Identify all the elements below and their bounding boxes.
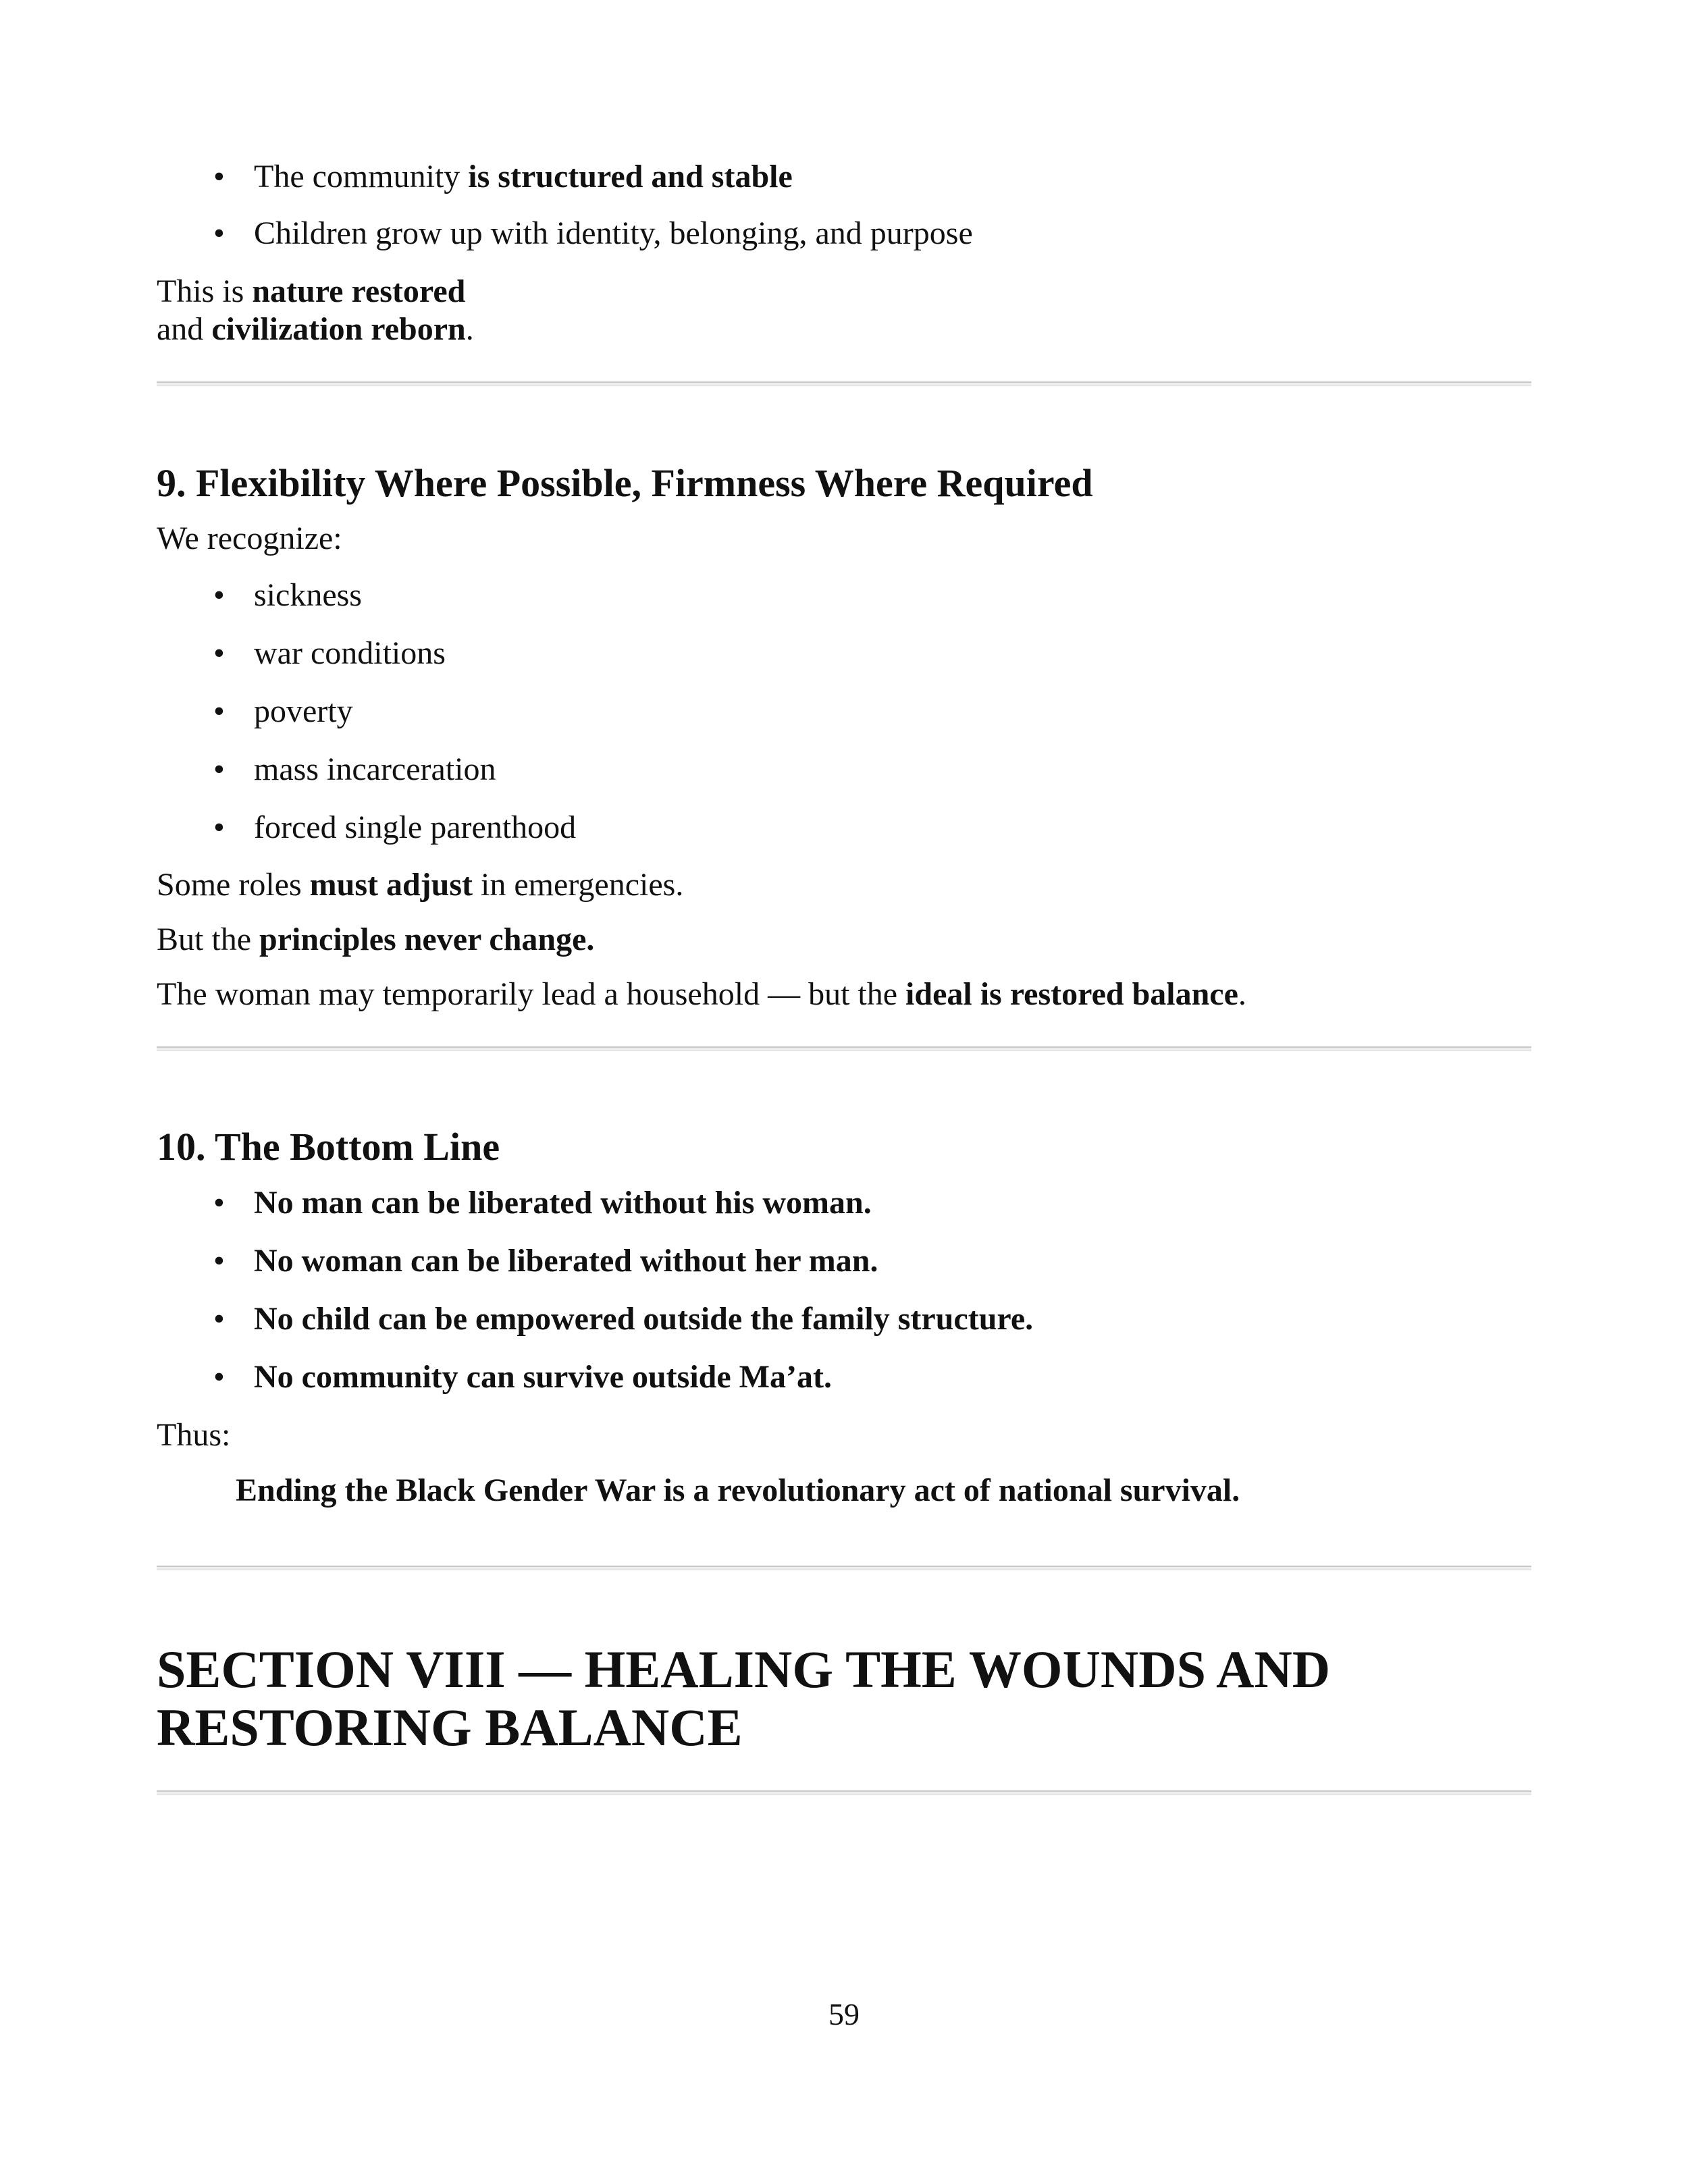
- bullet-marker: •: [213, 1301, 225, 1337]
- section-9-paragraph-3: [157, 976, 1246, 1013]
- list-item-text: Children grow up with identity, belonging, and purpose: [254, 215, 973, 251]
- section-9-heading: 9. Flexibility Where Possible, Firmness Where Required: [157, 461, 1093, 505]
- horizontal-divider: [157, 1566, 1531, 1570]
- list-item-text: The community: [254, 159, 469, 194]
- closing-statement: Ending the Black Gender War is a revolutionary act of national survival.: [236, 1472, 1240, 1508]
- section-10-heading: 10. The Bottom Line: [157, 1125, 500, 1169]
- section-9-paragraph-1: [157, 866, 683, 904]
- thus-label: Thus:: [157, 1417, 231, 1453]
- paragraph-text: But the: [157, 922, 259, 957]
- list-item: No child can be empowered outside the family structure.: [254, 1301, 1034, 1337]
- list-item: war conditions: [254, 635, 446, 671]
- section-viii-heading-line-2: RESTORING BALANCE: [157, 1698, 743, 1757]
- section-viii-heading-line-1: SECTION VIII — HEALING THE WOUNDS AND: [157, 1640, 1331, 1699]
- bullet-marker: •: [213, 215, 225, 251]
- conclusion-text: and: [157, 311, 212, 347]
- bullet-marker: •: [213, 751, 225, 787]
- paragraph-text: The woman may temporarily lead a household — but the: [157, 976, 906, 1012]
- paragraph-punctuation: .: [1238, 976, 1246, 1012]
- conclusion-text: This is: [157, 273, 253, 309]
- list-item: forced single parenthood: [254, 809, 577, 845]
- horizontal-divider: [157, 1046, 1531, 1051]
- bullet-marker: •: [213, 577, 225, 613]
- horizontal-divider: [157, 381, 1531, 386]
- bullet-marker: •: [213, 159, 225, 194]
- page-number: 59: [828, 1997, 860, 2031]
- section-9-intro: We recognize:: [157, 521, 342, 556]
- paragraph-bold-text: must adjust: [309, 867, 473, 903]
- list-item: mass incarceration: [254, 751, 496, 787]
- paragraph-text: Some roles: [157, 867, 310, 903]
- paragraph-bold-text: ideal is restored balance: [905, 976, 1238, 1012]
- paragraph-bold-text: principles never change.: [259, 922, 595, 957]
- conclusion-line-1: [157, 273, 465, 311]
- bullet-marker: •: [213, 635, 225, 671]
- bullet-marker: •: [213, 1185, 225, 1221]
- bullet-marker: •: [213, 1243, 225, 1279]
- conclusion-bold-text: civilization reborn: [211, 311, 466, 347]
- bullet-marker: •: [213, 1359, 225, 1395]
- list-item: poverty: [254, 693, 353, 729]
- list-item: No man can be liberated without his woman.: [254, 1185, 872, 1221]
- list-item: sickness: [254, 577, 362, 613]
- list-item: No woman can be liberated without her man.: [254, 1243, 878, 1279]
- conclusion-line-2: [157, 311, 474, 348]
- bullet-marker: •: [213, 693, 225, 729]
- list-item: No community can survive outside Ma’at.: [254, 1359, 832, 1395]
- list-item-bold-text: is structured and stable: [468, 159, 793, 194]
- paragraph-text: in emergencies.: [473, 867, 684, 903]
- list-item: [254, 158, 793, 196]
- section-9-paragraph-2: [157, 921, 594, 959]
- conclusion-punctuation: .: [465, 311, 474, 347]
- bullet-marker: •: [213, 809, 225, 845]
- conclusion-bold-text: nature restored: [252, 273, 466, 309]
- list-item: [254, 215, 973, 252]
- horizontal-divider: [157, 1790, 1531, 1795]
